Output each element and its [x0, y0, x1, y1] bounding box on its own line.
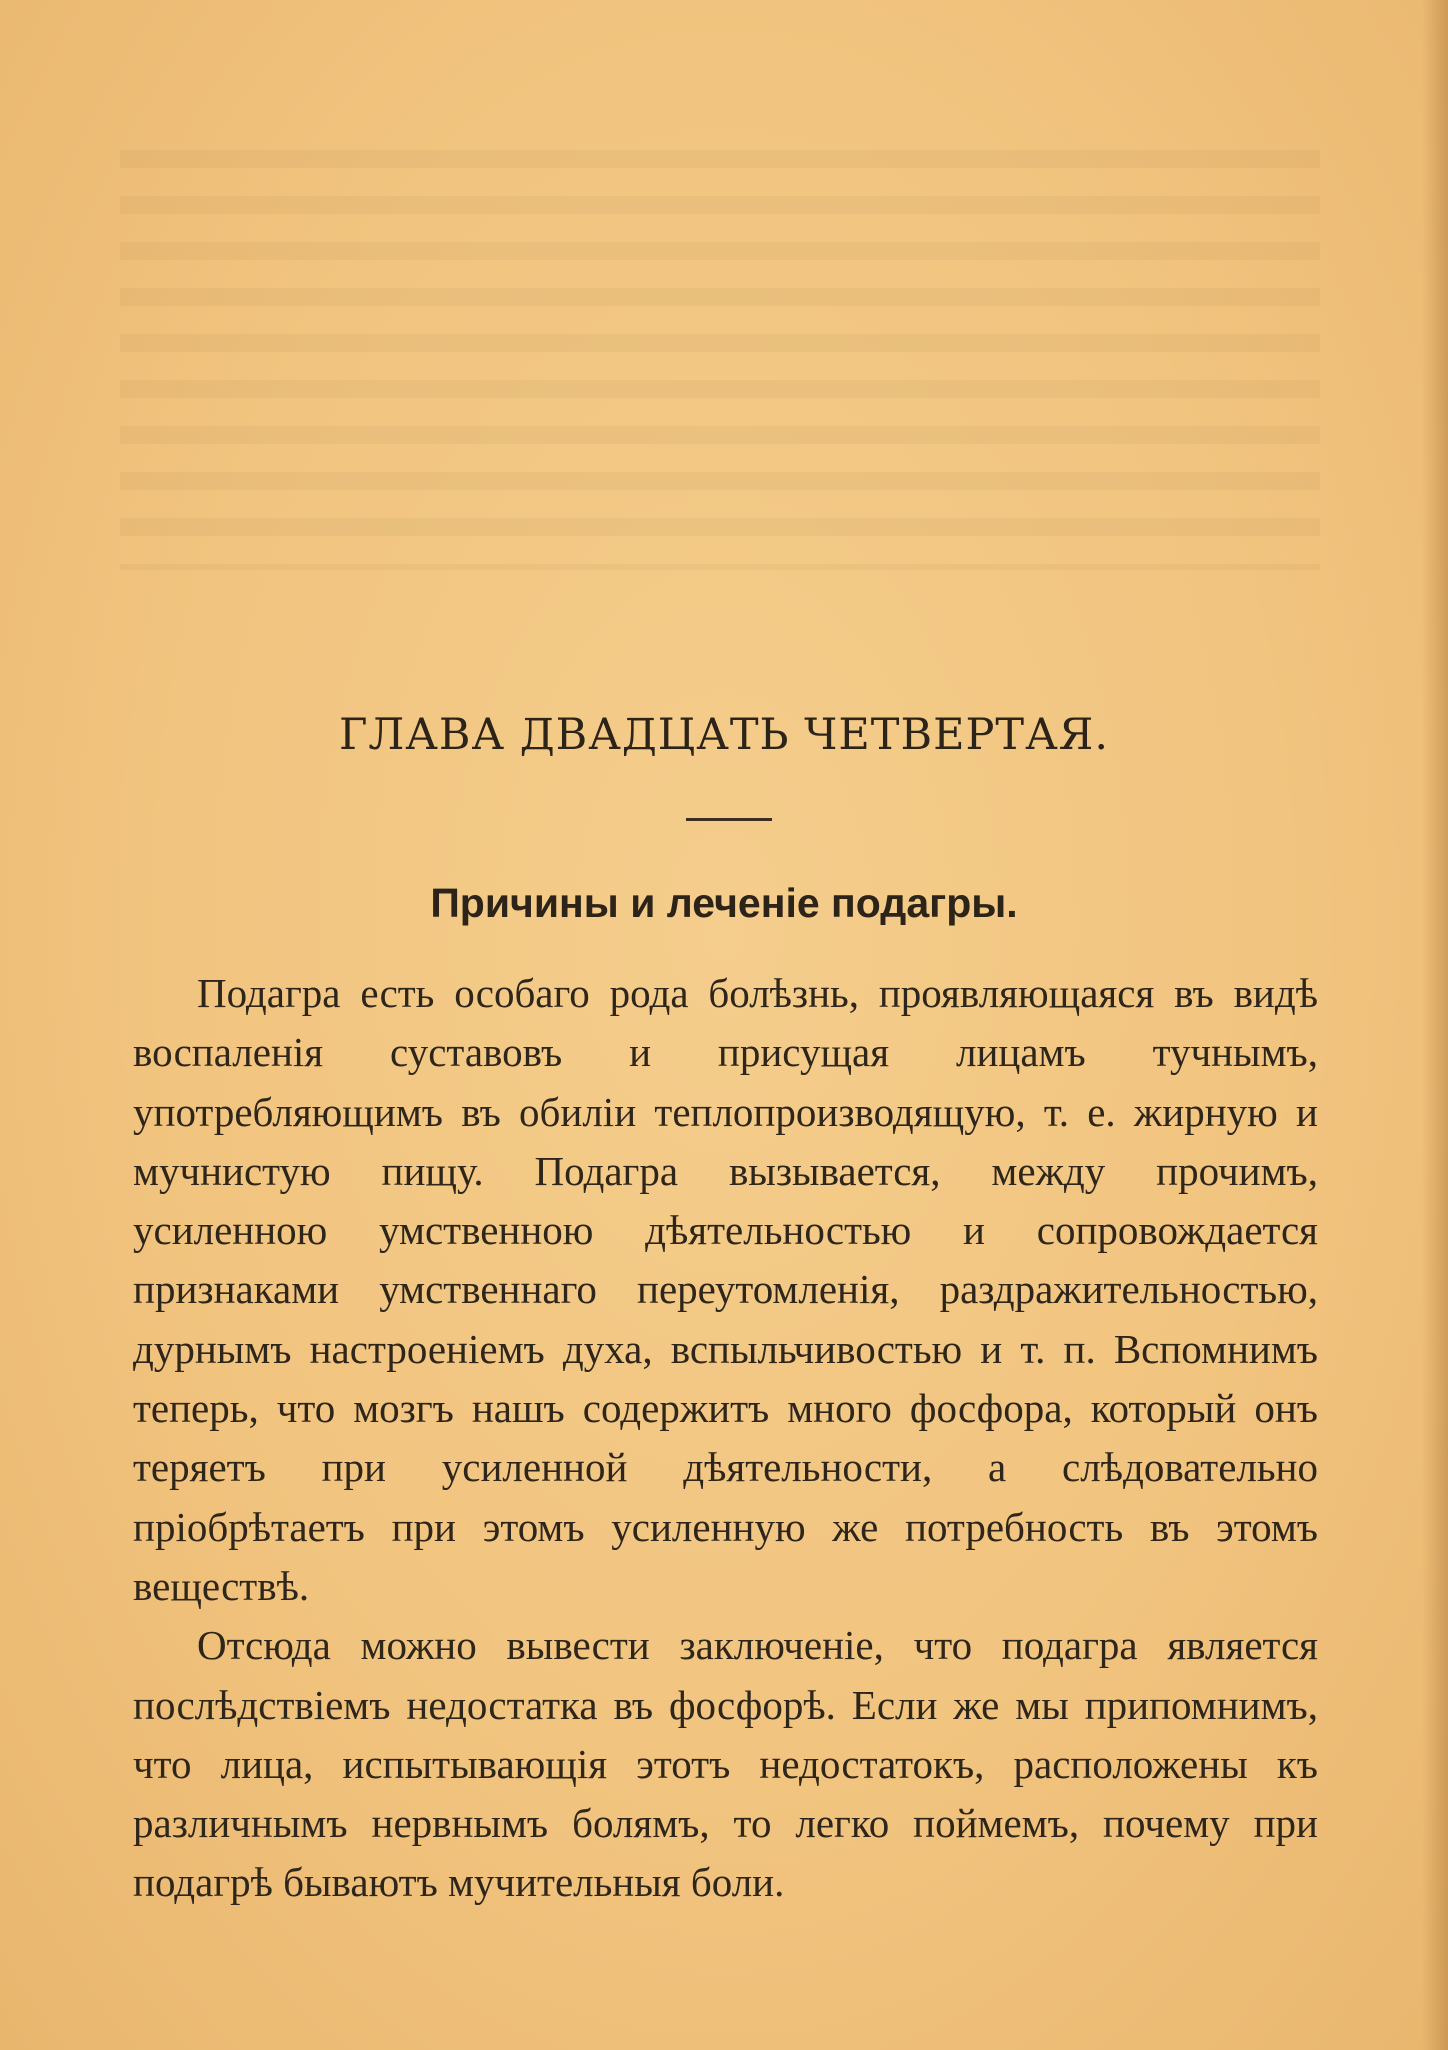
chapter-title: ГЛАВА ДВАДЦАТЬ ЧЕТВЕРТАЯ.: [338, 710, 1110, 760]
section-title: Причины и леченіе подагры.: [430, 880, 1018, 926]
paragraph: Подагра есть особаго рода болѣзнь, проявляющаяся въ видѣ воспаленія суставовъ и присущая лицамъ тучнымъ, употребляющимъ въ обиліи теплопроизводящую, т. е. жирную и мучнистую пищу. Подагра вызывается, между прочимъ, усиленною умственною дѣятельностью и сопровождается признаками умственнаго переутомленія, раздражительностью, дурнымъ настроеніемъ духа, вспыльчивостью и т. п. Вспомнимъ теперь, что мозгъ нашъ содержитъ много фосфора, который онъ теряетъ при усиленной дѣятельности, а слѣдовательно пріобрѣтаетъ при этомъ усиленную же потребность въ этомъ веществѣ.: [133, 970, 1318, 1609]
title-divider: [686, 818, 772, 821]
paragraph: Отсюда можно вывести заключеніе, что подагра является послѣдствіемъ недостатка въ фосфорѣ. Если же мы припомнимъ, что лица, испытывающія этотъ недостатокъ, расположены къ различнымъ нервнымъ болямъ, то легко поймемъ, почему при подагрѣ бываютъ мучительныя боли.: [133, 1622, 1318, 1906]
page-edge-shadow: [1422, 0, 1448, 2050]
body-text: [133, 964, 1318, 1913]
show-through-texture: [120, 150, 1320, 570]
